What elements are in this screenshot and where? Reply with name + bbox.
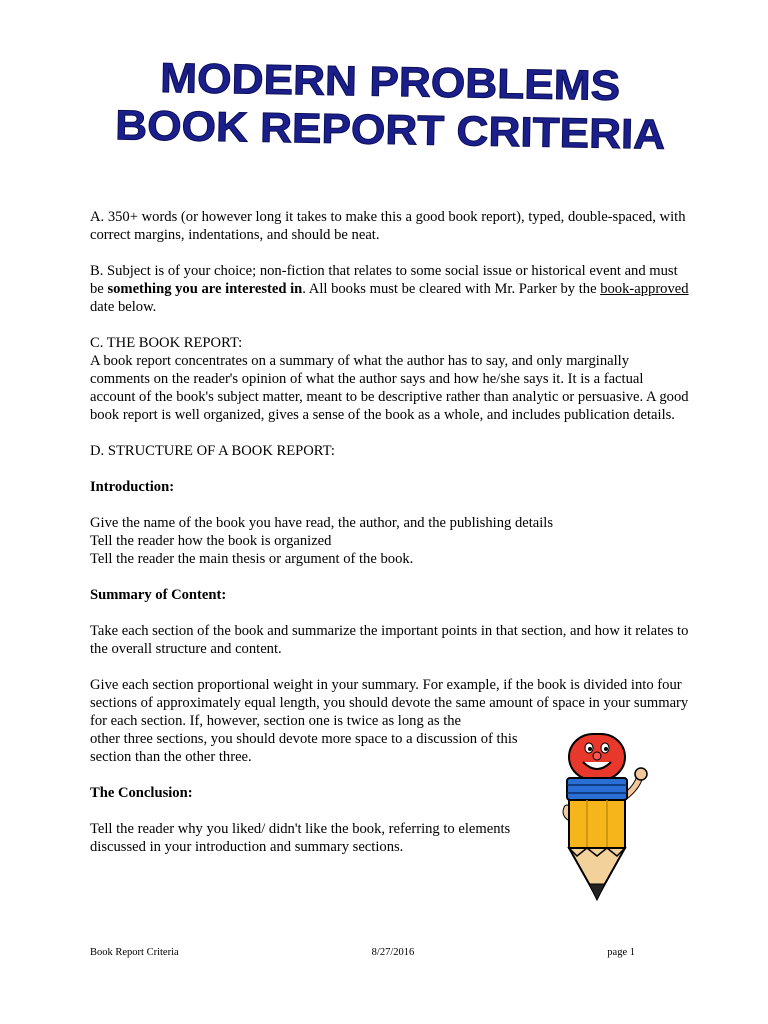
- section-a: A. 350+ words (or however long it takes to make this a good book report), typed, double-spaced, with correct margins, indentations, and should be neat.: [90, 209, 686, 243]
- title-line-1: MODERN PROBLEMS: [159, 53, 597, 109]
- introduction-line: Give the name of the book you have read, the author, and the publishing details: [90, 515, 554, 531]
- pencil-mascot-icon: [545, 728, 655, 908]
- section-b-bold: something you are interested in: [107, 281, 303, 297]
- footer-left: Book Report Criteria: [90, 947, 179, 958]
- summary-paragraph-2: [90, 676, 690, 730]
- introduction-heading: Introduction:: [90, 479, 175, 495]
- title-line-2: BOOK REPORT CRITERIA: [114, 101, 639, 158]
- section-b-text-mid: . All books must be cleared with Mr. Parker by the: [302, 281, 601, 297]
- section-c-body: A book report concentrates on a summary of what the author has to say, and only marginally comments on the reader's opinion of what the author says and how he/she says it. It is a factual account of the book's subject matter, meant to be descriptive rather than analytic or persuasive. A good book report is well organized, gives a sense of the book as a whole, and includes publication details.: [90, 353, 689, 423]
- summary-paragraph-2-top: Give each section proportional weight in your summary. For example, if the book is divided into four sections of approximately equal length, you should devote the same amount of space in your summary for each section. If, however, section one is twice as long as the: [90, 677, 689, 729]
- section-d-heading: D. STRUCTURE OF A BOOK REPORT:: [90, 443, 335, 459]
- introduction-line: Tell the reader how the book is organized: [90, 533, 332, 549]
- section-c: [90, 334, 690, 424]
- introduction-list: [90, 514, 690, 568]
- section-b-text: B. Subject is of your choice; non-fiction that relates to some social issue or historical event and must be: [90, 263, 678, 297]
- section-b-underline: book-approved: [600, 281, 689, 297]
- conclusion-heading: The Conclusion:: [90, 785, 193, 801]
- summary-heading: Summary of Content:: [90, 587, 227, 603]
- section-b-text-end: date below.: [90, 299, 157, 315]
- footer-page-number: page 1: [607, 947, 635, 958]
- introduction-line: Tell the reader the main thesis or argument of the book.: [90, 551, 414, 567]
- section-b: [90, 262, 690, 316]
- footer-date: 8/27/2016: [371, 947, 415, 958]
- summary-paragraph-2-continued: other three sections, you should devote more space to a discussion of this section than the other three.: [90, 731, 518, 765]
- conclusion-body: Tell the reader why you liked/ didn't like the book, referring to elements discussed in your introduction and summary sections.: [90, 821, 511, 855]
- page-footer: [90, 947, 635, 958]
- title-wordart: [100, 44, 680, 164]
- summary-paragraph-1: Take each section of the book and summarize the important points in that section, and how it relates to the overall structure and content.: [90, 623, 689, 657]
- section-c-heading: C. THE BOOK REPORT:: [90, 335, 243, 351]
